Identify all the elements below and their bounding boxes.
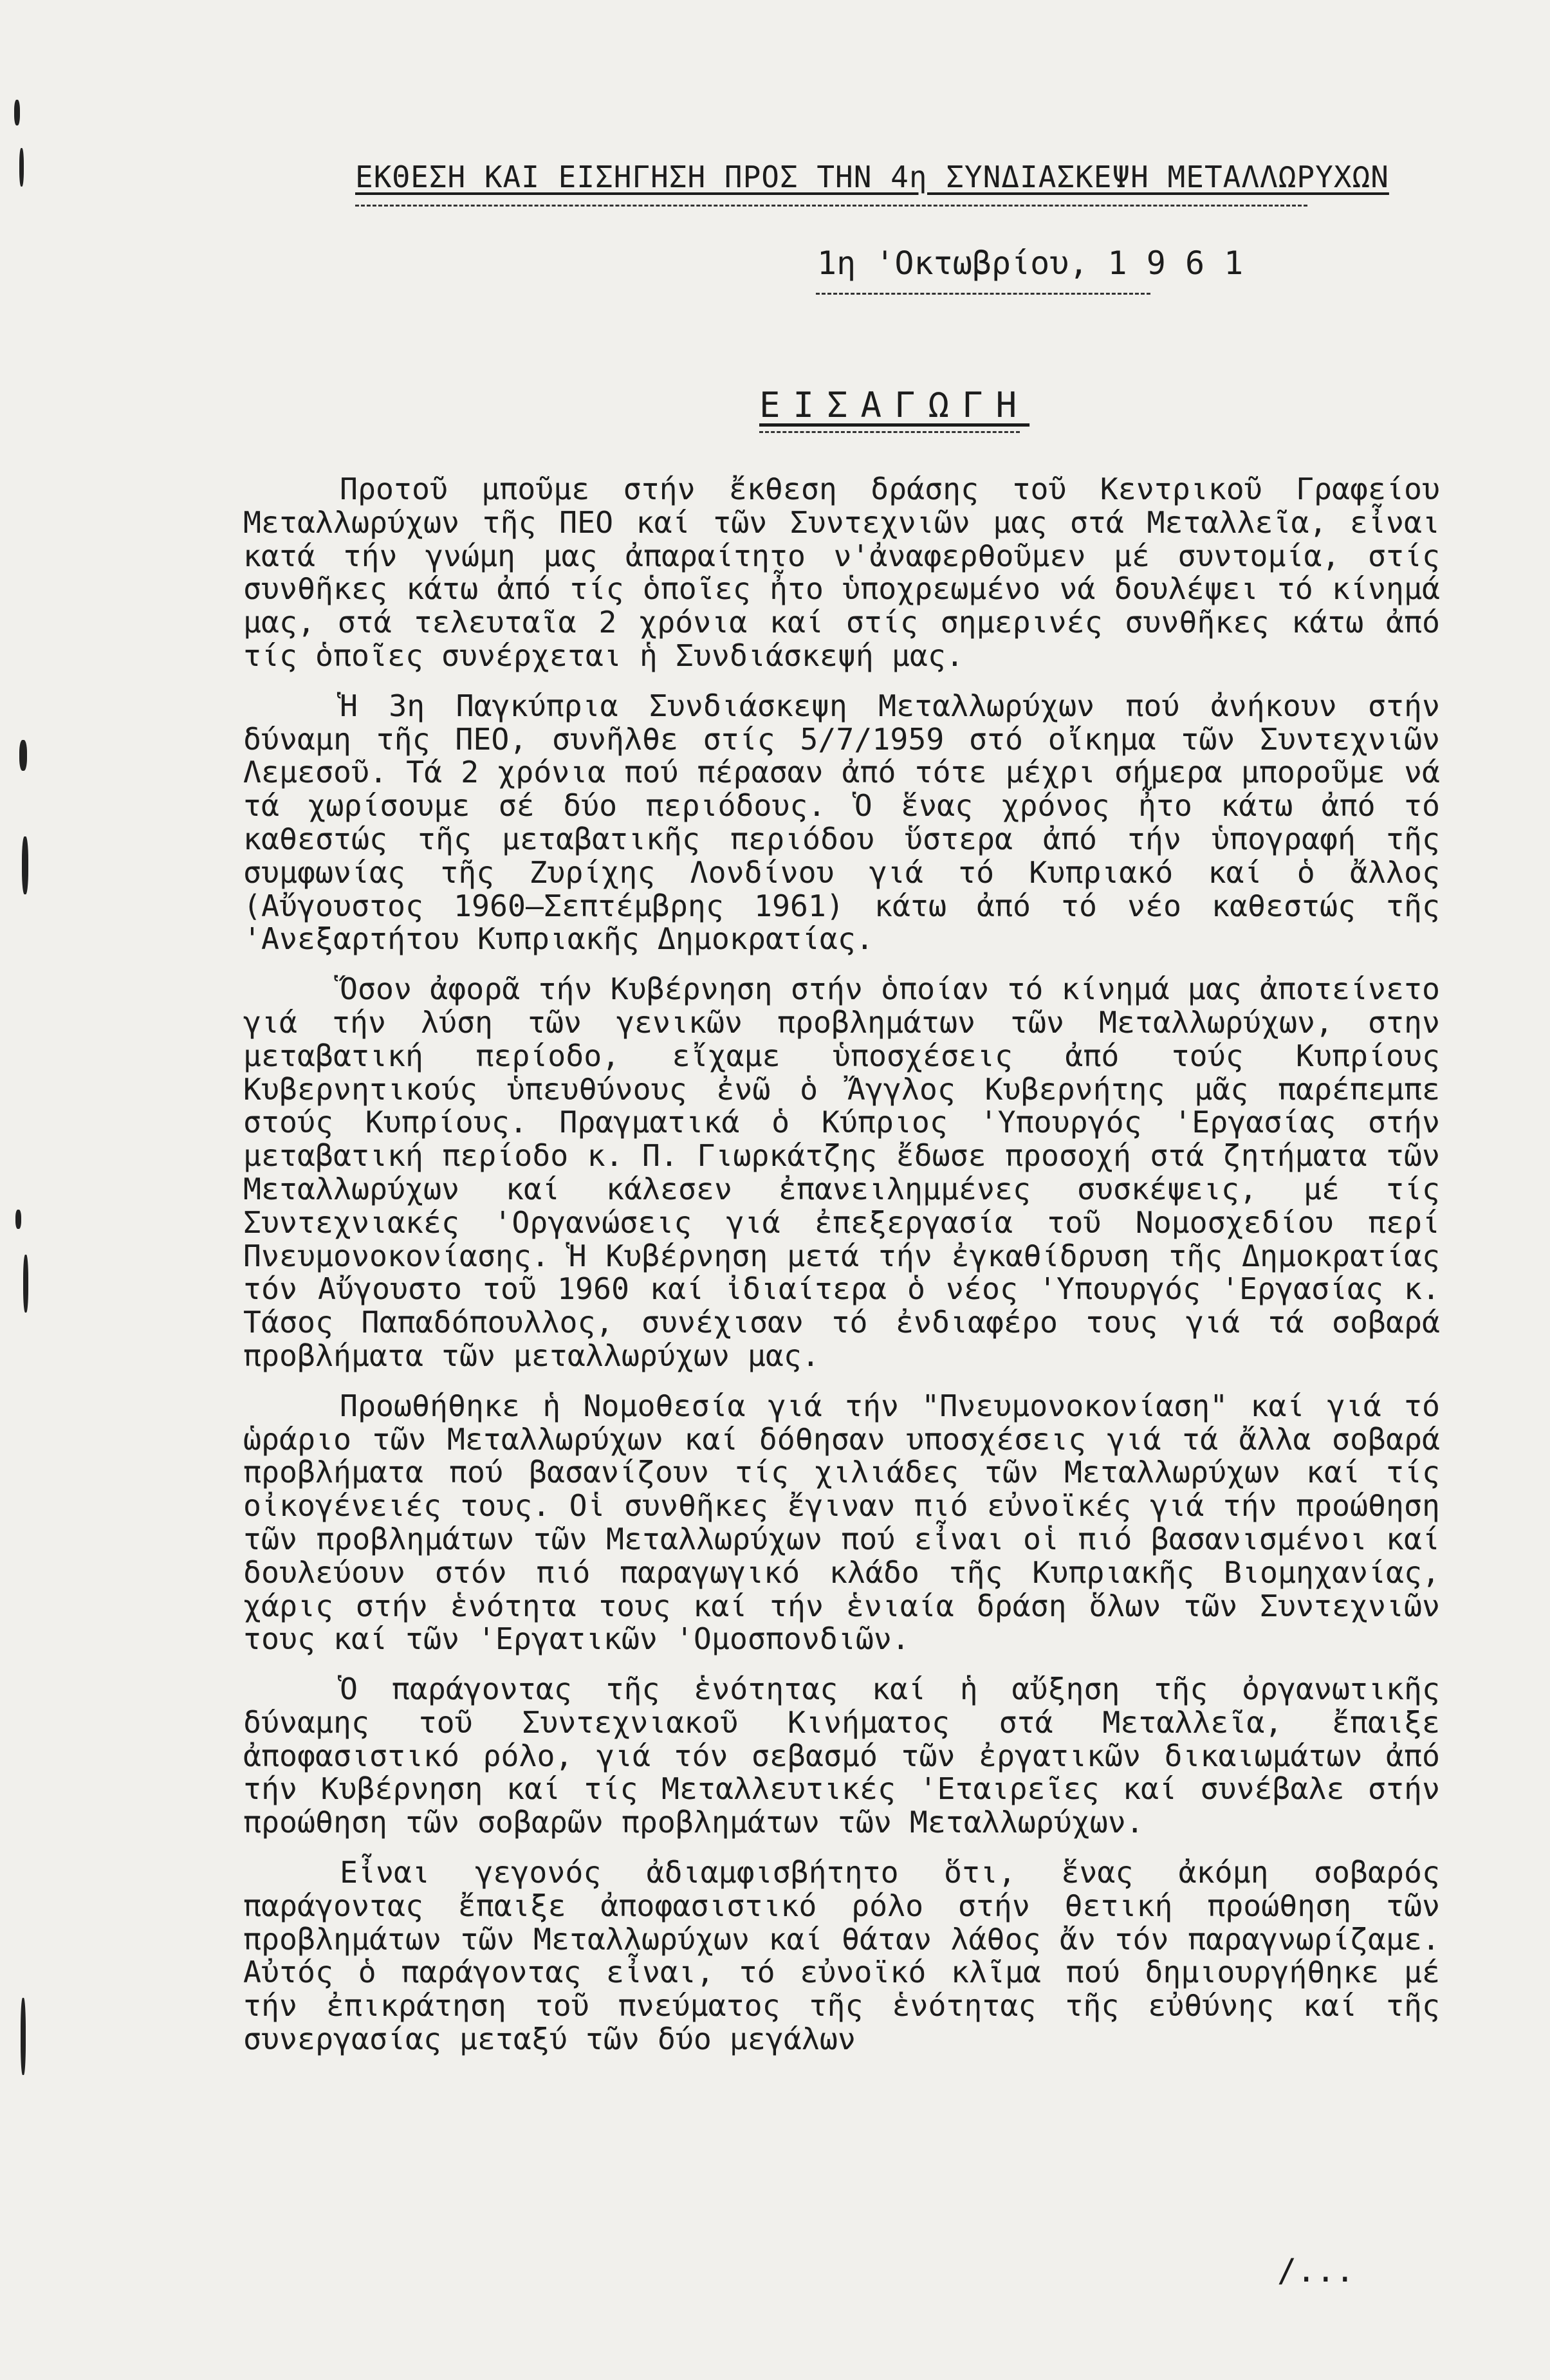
section-heading: ΕΙΣΑΓΩΓΗ: [759, 385, 1030, 425]
scan-margin-mark: [15, 1210, 21, 1229]
title-underline: [355, 205, 1307, 207]
document-date: 1η 'Οκτωβρίου, 1 9 6 1: [817, 244, 1244, 282]
scan-margin-mark: [23, 1255, 28, 1313]
paragraph: Ὅσον ἀφορᾶ τήν Κυβέρνηση στήν ὁποίαν τό κίνημά μας ἀποτείνετο γιά τήν λύση τῶν γενικῶν προβλημάτων τῶν Μεταλλωρύχων, στην μεταβατική περίοδο, εἴχαμε ὑποσχέσεις ἀπό τούς Κυπρίους Κυβερνητικούς ὑπευθύνους ἐνῶ ὁ Ἄγγλος Κυβερνήτης μᾶς παρέπεμπε στούς Κυπρίους. Πραγματικά ὁ Κύπριος 'Υπουργός 'Εργασίας στήν μεταβατική περίοδο κ. Π. Γιωρκάτζης ἔδωσε προσοχή στά ζητήματα τῶν Μεταλλωρύχων καί κάλεσεν ἐπανειλημμένες συσκέψεις, μέ τίς Συντεχνιακές 'Οργανώσεις γιά ἐπεξεργασία τοῦ Νομοσχεδίου περί Πνευμονοκονίασης. Ἡ Κυβέρνηση μετά τήν ἐγκαθίδρυση τῆς Δημοκρατίας τόν Αὔγουστο τοῦ 1960 καί ἰδιαίτερα ὁ νέος 'Υπουργός 'Εργασίας κ. Τάσος Παπαδόπουλλος, συνέχισαν τό ἐνδιαφέρο τους γιά τά σοβαρά προβλήματα τῶν μεταλλωρύχων μας.: [243, 972, 1440, 1373]
date-underline: [816, 293, 1150, 295]
paragraph: Ἡ 3η Παγκύπρια Συνδιάσκεψη Μεταλλωρύχων πού ἀνήκουν στήν δύναμη τῆς ΠΕΟ, συνῆλθε στίς 5/7/1959 στό οἴκημα τῶν Συντεχνιῶν Λεμεσοῦ. Τά 2 χρόνια πού πέρασαν ἀπό τότε μέχρι σήμερα μποροῦμε νά τά χωρίσουμε σέ δύο περιόδους. Ὁ ἕνας χρόνος ἦτο κάτω ἀπό τό καθεστώς τῆς μεταβατικῆς περιόδου ὕστερα ἀπό τήν ὑπογραφή τῆς συμφωνίας τῆς Ζυρίχης Λονδίνου γιά τό Κυπριακό καί ὁ ἄλλος (Αὔγουστος 1960–Σεπτέμβρης 1961) κάτω ἀπό τό νέο καθεστώς τῆς 'Ανεξαρτήτου Κυπριακῆς Δημοκρατίας.: [243, 688, 1440, 957]
paragraph: Προτοῦ μποῦμε στήν ἔκθεση δράσης τοῦ Κεντρικοῦ Γραφείου Μεταλλωρύχων τῆς ΠΕΟ καί τῶν Συντεχνιῶν μας στά Μεταλλεῖα, εἶναι κατά τήν γνώμη μας ἀπαραίτητο ν'ἀναφερθοῦμεν μέ συντομία, στίς συνθῆκες κάτω ἀπό τίς ὁποῖες ἦτο ὑποχρεωμένο νά δουλέψει τό κίνημά μας, στά τελευταῖα 2 χρόνια καί στίς σημερινές συνθῆκες κάτω ἀπό τίς ὁποῖες συνέρχεται ἡ Συνδιάσκεψή μας.: [243, 472, 1440, 673]
paragraph: Ὁ παράγοντας τῆς ἑνότητας καί ἡ αὔξηση τῆς ὀργανωτικῆς δύναμης τοῦ Συντεχνιακοῦ Κινήματος στά Μεταλλεῖα, ἔπαιξε ἀποφασιστικό ρόλο, γιά τόν σεβασμό τῶν ἐργατικῶν δικαιωμάτων ἀπό τήν Κυβέρνηση καί τίς Μεταλλευτικές 'Εταιρεῖες καί συνέβαλε στήν προώθηση τῶν σοβαρῶν προβλημάτων τῶν Μεταλλωρύχων.: [243, 1672, 1440, 1840]
scan-margin-mark: [19, 148, 24, 187]
page-continuation-mark: /...: [1277, 2252, 1355, 2289]
paragraph: Εἶναι γεγονός ἀδιαμφισβήτητο ὅτι, ἕνας ἀκόμη σοβαρός παράγοντας ἔπαιξε ἀποφασιστικό ρόλο στήν θετική προώθηση τῶν προβλημάτων τῶν Μεταλλωρύχων καί θάταν λάθος ἄν τόν παραγνωρίζαμε. Αὐτός ὁ παράγοντας εἶναι, τό εὐνοϊκό κλῖμα πού δημιουργήθηκε μέ τήν ἐπικράτηση τοῦ πνεύματος τῆς ἑνότητας τῆς εὐθύνης καί τῆς συνεργασίας μεταξύ τῶν δύο μεγάλων: [243, 1855, 1440, 2057]
document-title: ΕΚΘΕΣΗ ΚΑΙ ΕΙΣΗΓΗΣΗ ΠΡΟΣ ΤΗΝ 4η ΣΥΝΔΙΑΣΚΕΨΗ ΜΕΤΑΛΛΩΡΥΧΩΝ: [355, 160, 1389, 194]
scan-margin-mark: [19, 740, 27, 771]
scan-margin-mark: [22, 836, 28, 894]
paragraph: Προωθήθηκε ἡ Νομοθεσία γιά τήν "Πνευμονοκονίαση" καί γιά τό ὡράριο τῶν Μεταλλωρύχων καί δόθησαν υποσχέσεις γιά τά ἄλλα σοβαρά προβλήματα πού βασανίζουν τίς χιλιάδες τῶν Μεταλλωρύχων καί τίς οἰκογένειές τους. Οἱ συνθῆκες ἔγιναν πιό εὐνοϊκές γιά τήν προώθηση τῶν προβλημάτων τῶν Μεταλλωρύχων πού εἶναι οἱ πιό βασανισμένοι καί δουλεύουν στόν πιό παραγωγικό κλάδο τῆς Κυπριακῆς Βιομηχανίας, χάρις στήν ἑνότητα τους καί τήν ἑνιαία δράση ὅλων τῶν Συντεχνιῶν τους καί τῶν 'Εργατικῶν 'Ομοσπονδιῶν.: [243, 1388, 1440, 1657]
scan-margin-mark: [21, 1998, 26, 2075]
document-body: [243, 473, 1440, 2073]
scan-margin-mark: [14, 100, 20, 125]
heading-underline: [759, 431, 1020, 433]
